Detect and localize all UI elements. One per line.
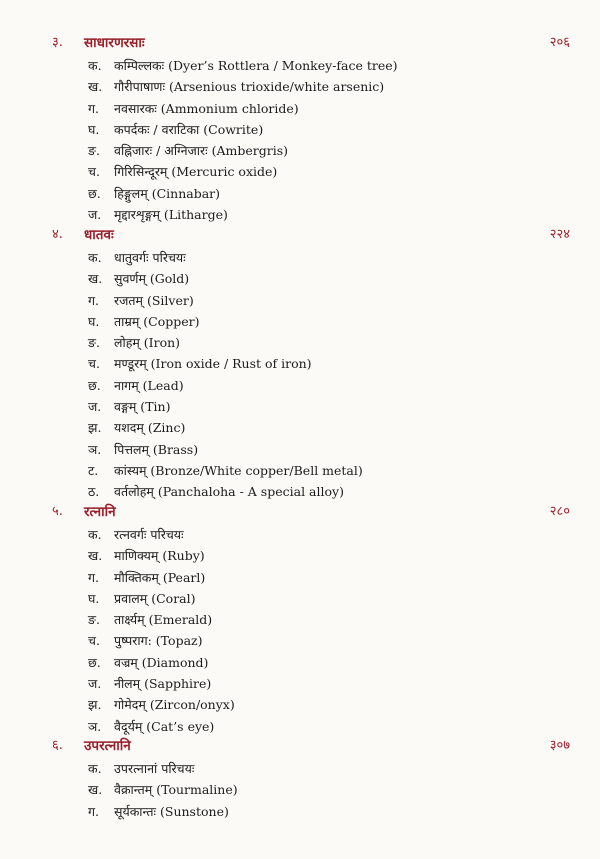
list-item xyxy=(0,460,600,481)
item-marker: ग. xyxy=(88,100,100,116)
item-marker: ग. xyxy=(88,569,100,585)
item-text: वैदूर्यम् (Cat’s eye) xyxy=(114,718,215,734)
item-marker: ज. xyxy=(88,399,102,415)
section-heading xyxy=(0,736,600,758)
item-marker: घ. xyxy=(88,121,100,137)
item-marker: च. xyxy=(88,633,100,649)
item-text: वह्निजारः / अग्निजारः (Ambergris) xyxy=(114,143,289,159)
section-title: रत्नानि xyxy=(84,504,116,520)
item-text: रजतम् (Silver) xyxy=(114,292,194,308)
section-page-number: ३०७ xyxy=(549,738,570,753)
section-title: धातवः xyxy=(84,227,114,243)
list-item xyxy=(0,567,600,588)
item-marker: ख. xyxy=(88,79,103,95)
item-text: उपरत्नानां परिचयः xyxy=(114,761,195,776)
item-marker: च. xyxy=(88,356,100,372)
item-marker: ग. xyxy=(88,803,100,819)
list-item xyxy=(0,353,600,374)
item-marker: ज. xyxy=(88,207,102,223)
item-marker: झ. xyxy=(88,420,102,436)
list-item xyxy=(0,716,600,737)
item-marker: क. xyxy=(88,58,102,73)
item-text: कम्पिल्लकः (Dyer’s Rottlera / Monkey-face tree) xyxy=(114,58,398,73)
list-item xyxy=(0,140,600,161)
item-text: यशदम् (Zinc) xyxy=(114,420,186,436)
item-marker: ज. xyxy=(88,676,102,692)
item-marker: ट. xyxy=(88,462,99,478)
item-marker: ठ. xyxy=(88,484,100,500)
item-marker: च. xyxy=(88,164,100,180)
list-item xyxy=(0,545,600,566)
section-heading xyxy=(0,33,600,55)
item-marker: ङ. xyxy=(88,143,100,159)
item-marker: ख. xyxy=(88,548,103,564)
list-item xyxy=(0,247,600,268)
section-heading xyxy=(0,502,600,524)
list-item xyxy=(0,396,600,417)
item-text: तार्क्ष्यम् (Emerald) xyxy=(114,612,213,628)
list-item xyxy=(0,375,600,396)
section-number: ५. xyxy=(52,504,63,519)
item-text: सुवर्णम् (Gold) xyxy=(114,271,190,287)
item-text: नवसारकः (Ammonium chloride) xyxy=(114,100,299,116)
list-item xyxy=(0,98,600,119)
section-title: साधारणरसाः xyxy=(84,35,145,51)
item-text: माणिक्यम् (Ruby) xyxy=(114,548,205,564)
list-item xyxy=(0,119,600,140)
section-page-number: २२४ xyxy=(549,227,570,242)
item-marker: ङ. xyxy=(88,335,100,351)
item-text: वज्रम् (Diamond) xyxy=(114,654,209,670)
item-marker: क. xyxy=(88,761,102,776)
list-item xyxy=(0,332,600,353)
item-marker: घ. xyxy=(88,590,100,606)
item-marker: छ. xyxy=(88,185,101,201)
item-text: पित्तलम् (Brass) xyxy=(114,441,199,457)
list-item xyxy=(0,779,600,800)
section-page-number: २०६ xyxy=(549,35,570,50)
list-item xyxy=(0,801,600,822)
item-text: नागम् (Lead) xyxy=(114,377,184,393)
list-item xyxy=(0,673,600,694)
item-text: पुष्पराग: (Topaz) xyxy=(114,633,203,649)
item-text: मौक्तिकम् (Pearl) xyxy=(114,569,206,585)
item-marker: क. xyxy=(88,250,102,265)
item-text: लोहम् (Iron) xyxy=(114,335,181,351)
item-text: कपर्दकः / वराटिका (Cowrite) xyxy=(114,121,264,137)
list-item xyxy=(0,311,600,332)
section-number: ४. xyxy=(52,227,63,242)
item-text: सूर्यकान्तः (Sunstone) xyxy=(114,803,229,819)
item-text: नीलम् (Sapphire) xyxy=(114,676,212,692)
section-number: ६. xyxy=(52,738,63,753)
list-item xyxy=(0,290,600,311)
list-item xyxy=(0,481,600,502)
list-item xyxy=(0,652,600,673)
item-text: मृद्दारशृङ्गम् (Litharge) xyxy=(114,207,228,223)
item-marker: ञ. xyxy=(88,718,102,734)
item-marker: ञ. xyxy=(88,441,102,457)
section-number: ३. xyxy=(52,35,63,50)
item-marker: घ. xyxy=(88,313,100,329)
section-page-number: २८० xyxy=(549,504,570,519)
section-4 xyxy=(0,225,600,503)
section-6 xyxy=(0,736,600,822)
list-item xyxy=(0,758,600,779)
item-marker: ङ. xyxy=(88,612,100,628)
item-text: वैक्रान्तम् (Tourmaline) xyxy=(114,782,238,798)
item-text: वङ्गम् (Tin) xyxy=(114,399,171,415)
list-item xyxy=(0,524,600,545)
section-title: उपरत्नानि xyxy=(84,738,131,754)
item-text: गौरीपाषाणः (Arsenious trioxide/white arsenic) xyxy=(114,79,385,95)
item-marker: झ. xyxy=(88,697,102,713)
item-text: गिरिसिन्दूरम् (Mercuric oxide) xyxy=(114,164,278,180)
list-item xyxy=(0,694,600,715)
item-text: कांस्यम् (Bronze/White copper/Bell metal) xyxy=(114,462,363,478)
item-marker: ग. xyxy=(88,292,100,308)
item-text: रत्नवर्गः परिचयः xyxy=(114,527,184,542)
item-marker: क. xyxy=(88,527,102,542)
item-text: मण्डूरम् (Iron oxide / Rust of iron) xyxy=(114,356,312,372)
item-text: गोमेदम् (Zircon/onyx) xyxy=(114,697,235,713)
item-text: धातुवर्गः परिचयः xyxy=(114,250,186,265)
item-text: प्रवालम् (Coral) xyxy=(114,590,196,606)
list-item xyxy=(0,268,600,289)
list-item xyxy=(0,630,600,651)
list-item xyxy=(0,204,600,225)
section-5 xyxy=(0,502,600,737)
item-text: हिङ्गुलम् (Cinnabar) xyxy=(114,185,221,201)
section-heading xyxy=(0,225,600,247)
item-marker: ख. xyxy=(88,271,103,287)
list-item xyxy=(0,417,600,438)
section-3 xyxy=(0,33,600,225)
list-item xyxy=(0,439,600,460)
item-marker: छ. xyxy=(88,377,101,393)
item-marker: छ. xyxy=(88,654,101,670)
list-item xyxy=(0,161,600,182)
item-marker: ख. xyxy=(88,782,103,798)
list-item xyxy=(0,609,600,630)
list-item xyxy=(0,183,600,204)
item-text: वर्तलोहम् (Panchaloha - A special alloy) xyxy=(114,484,344,500)
list-item xyxy=(0,55,600,76)
item-text: ताम्रम् (Copper) xyxy=(114,313,200,329)
list-item xyxy=(0,76,600,97)
list-item xyxy=(0,588,600,609)
